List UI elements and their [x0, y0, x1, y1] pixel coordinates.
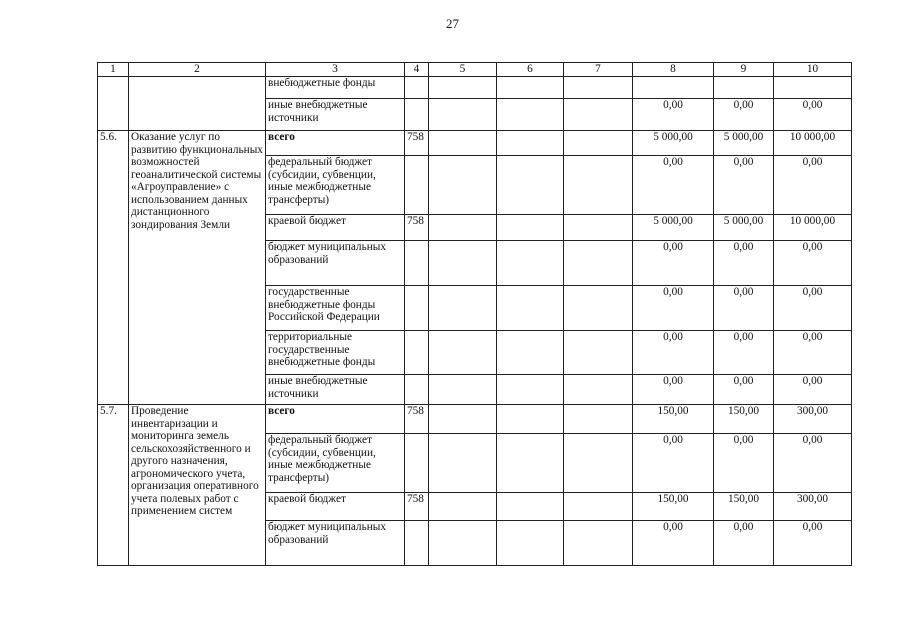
value-cell-10: 0,00 [774, 156, 852, 215]
value-cell-10: 0,00 [774, 521, 852, 566]
value-cell-10: 0,00 [774, 99, 852, 131]
row-number-cell: 5.6. [98, 131, 129, 405]
value-cell-8: 0,00 [633, 521, 714, 566]
value-cell-9 [714, 77, 774, 99]
value-cell-9: 0,00 [714, 241, 774, 286]
col-header: 4 [405, 63, 429, 77]
value-cell-8: 5 000,00 [633, 131, 714, 156]
source-cell: иные внебюджетные источники [266, 375, 405, 405]
budget-table [97, 62, 852, 566]
source-cell: бюджет муниципальных образований [266, 241, 405, 286]
value-cell-10: 0,00 [774, 286, 852, 331]
col-header: 6 [497, 63, 564, 77]
source-cell: территориальные государственные внебюджетные фонды [266, 331, 405, 375]
col-header: 10 [774, 63, 852, 77]
col-header: 7 [564, 63, 633, 77]
source-cell: государственные внебюджетные фонды Российской Федерации [266, 286, 405, 331]
code-cell [405, 156, 429, 215]
value-cell-8: 150,00 [633, 405, 714, 434]
value-cell-8: 150,00 [633, 493, 714, 521]
value-cell-9: 0,00 [714, 331, 774, 375]
source-cell: всего [266, 405, 405, 434]
source-cell: федеральный бюджет (субсидии, субвенции, иные межбюджетные трансферты) [266, 156, 405, 215]
value-cell-9: 5 000,00 [714, 215, 774, 241]
value-cell-9: 0,00 [714, 286, 774, 331]
source-cell: краевой бюджет [266, 493, 405, 521]
col-header: 8 [633, 63, 714, 77]
item-name-cell: Оказание услуг по развитию функциональных возможностей геоаналитической системы «Агроуправление» с использованием данных дистанционного зондирования Земли [129, 131, 266, 405]
code-cell [405, 77, 429, 99]
value-cell-9: 0,00 [714, 521, 774, 566]
value-cell-10: 300,00 [774, 405, 852, 434]
value-cell-9: 150,00 [714, 405, 774, 434]
value-cell-8: 0,00 [633, 434, 714, 493]
value-cell-8: 0,00 [633, 375, 714, 405]
value-cell-10: 0,00 [774, 375, 852, 405]
value-cell-8: 0,00 [633, 241, 714, 286]
value-cell-8 [633, 77, 714, 99]
code-cell [405, 434, 429, 493]
value-cell-9: 5 000,00 [714, 131, 774, 156]
value-cell-8: 0,00 [633, 286, 714, 331]
item-name-cell [129, 77, 266, 131]
value-cell-8: 0,00 [633, 99, 714, 131]
source-cell: иные внебюджетные источники [266, 99, 405, 131]
code-cell [405, 331, 429, 375]
value-cell-10 [774, 77, 852, 99]
header-row [98, 63, 852, 77]
code-cell: 758 [405, 493, 429, 521]
table-row [98, 405, 852, 434]
code-cell [405, 241, 429, 286]
col-header: 5 [429, 63, 497, 77]
col-header: 3 [266, 63, 405, 77]
value-cell-8: 0,00 [633, 156, 714, 215]
code-cell: 758 [405, 215, 429, 241]
code-cell [405, 286, 429, 331]
source-cell: федеральный бюджет (субсидии, субвенции, иные межбюджетные трансферты) [266, 434, 405, 493]
code-cell: 758 [405, 131, 429, 156]
value-cell-10: 300,00 [774, 493, 852, 521]
row-number-cell: 5.7. [98, 405, 129, 566]
value-cell-10: 10 000,00 [774, 131, 852, 156]
col-header: 1 [98, 63, 129, 77]
value-cell-8: 0,00 [633, 331, 714, 375]
value-cell-10: 0,00 [774, 434, 852, 493]
value-cell-9: 0,00 [714, 375, 774, 405]
source-cell: бюджет муниципальных образований [266, 521, 405, 566]
table-row [98, 131, 852, 156]
page-number: 27 [446, 16, 459, 31]
value-cell-10: 0,00 [774, 331, 852, 375]
code-cell [405, 521, 429, 566]
value-cell-10: 10 000,00 [774, 215, 852, 241]
value-cell-10: 0,00 [774, 241, 852, 286]
source-cell: всего [266, 131, 405, 156]
value-cell-9: 0,00 [714, 99, 774, 131]
source-cell: внебюджетные фонды [266, 77, 405, 99]
value-cell-9: 0,00 [714, 156, 774, 215]
value-cell-8: 5 000,00 [633, 215, 714, 241]
table-row [98, 77, 852, 99]
code-cell: 758 [405, 405, 429, 434]
code-cell [405, 99, 429, 131]
row-number-cell [98, 77, 129, 131]
col-header: 9 [714, 63, 774, 77]
value-cell-9: 0,00 [714, 434, 774, 493]
value-cell-9: 150,00 [714, 493, 774, 521]
source-cell: краевой бюджет [266, 215, 405, 241]
item-name-cell: Проведение инвентаризации и мониторинга земель сельскохозяйственного и другого назначения, агрономического учета, организация оперативного учета полевых работ с применением систем [129, 405, 266, 566]
code-cell [405, 375, 429, 405]
col-header: 2 [129, 63, 266, 77]
